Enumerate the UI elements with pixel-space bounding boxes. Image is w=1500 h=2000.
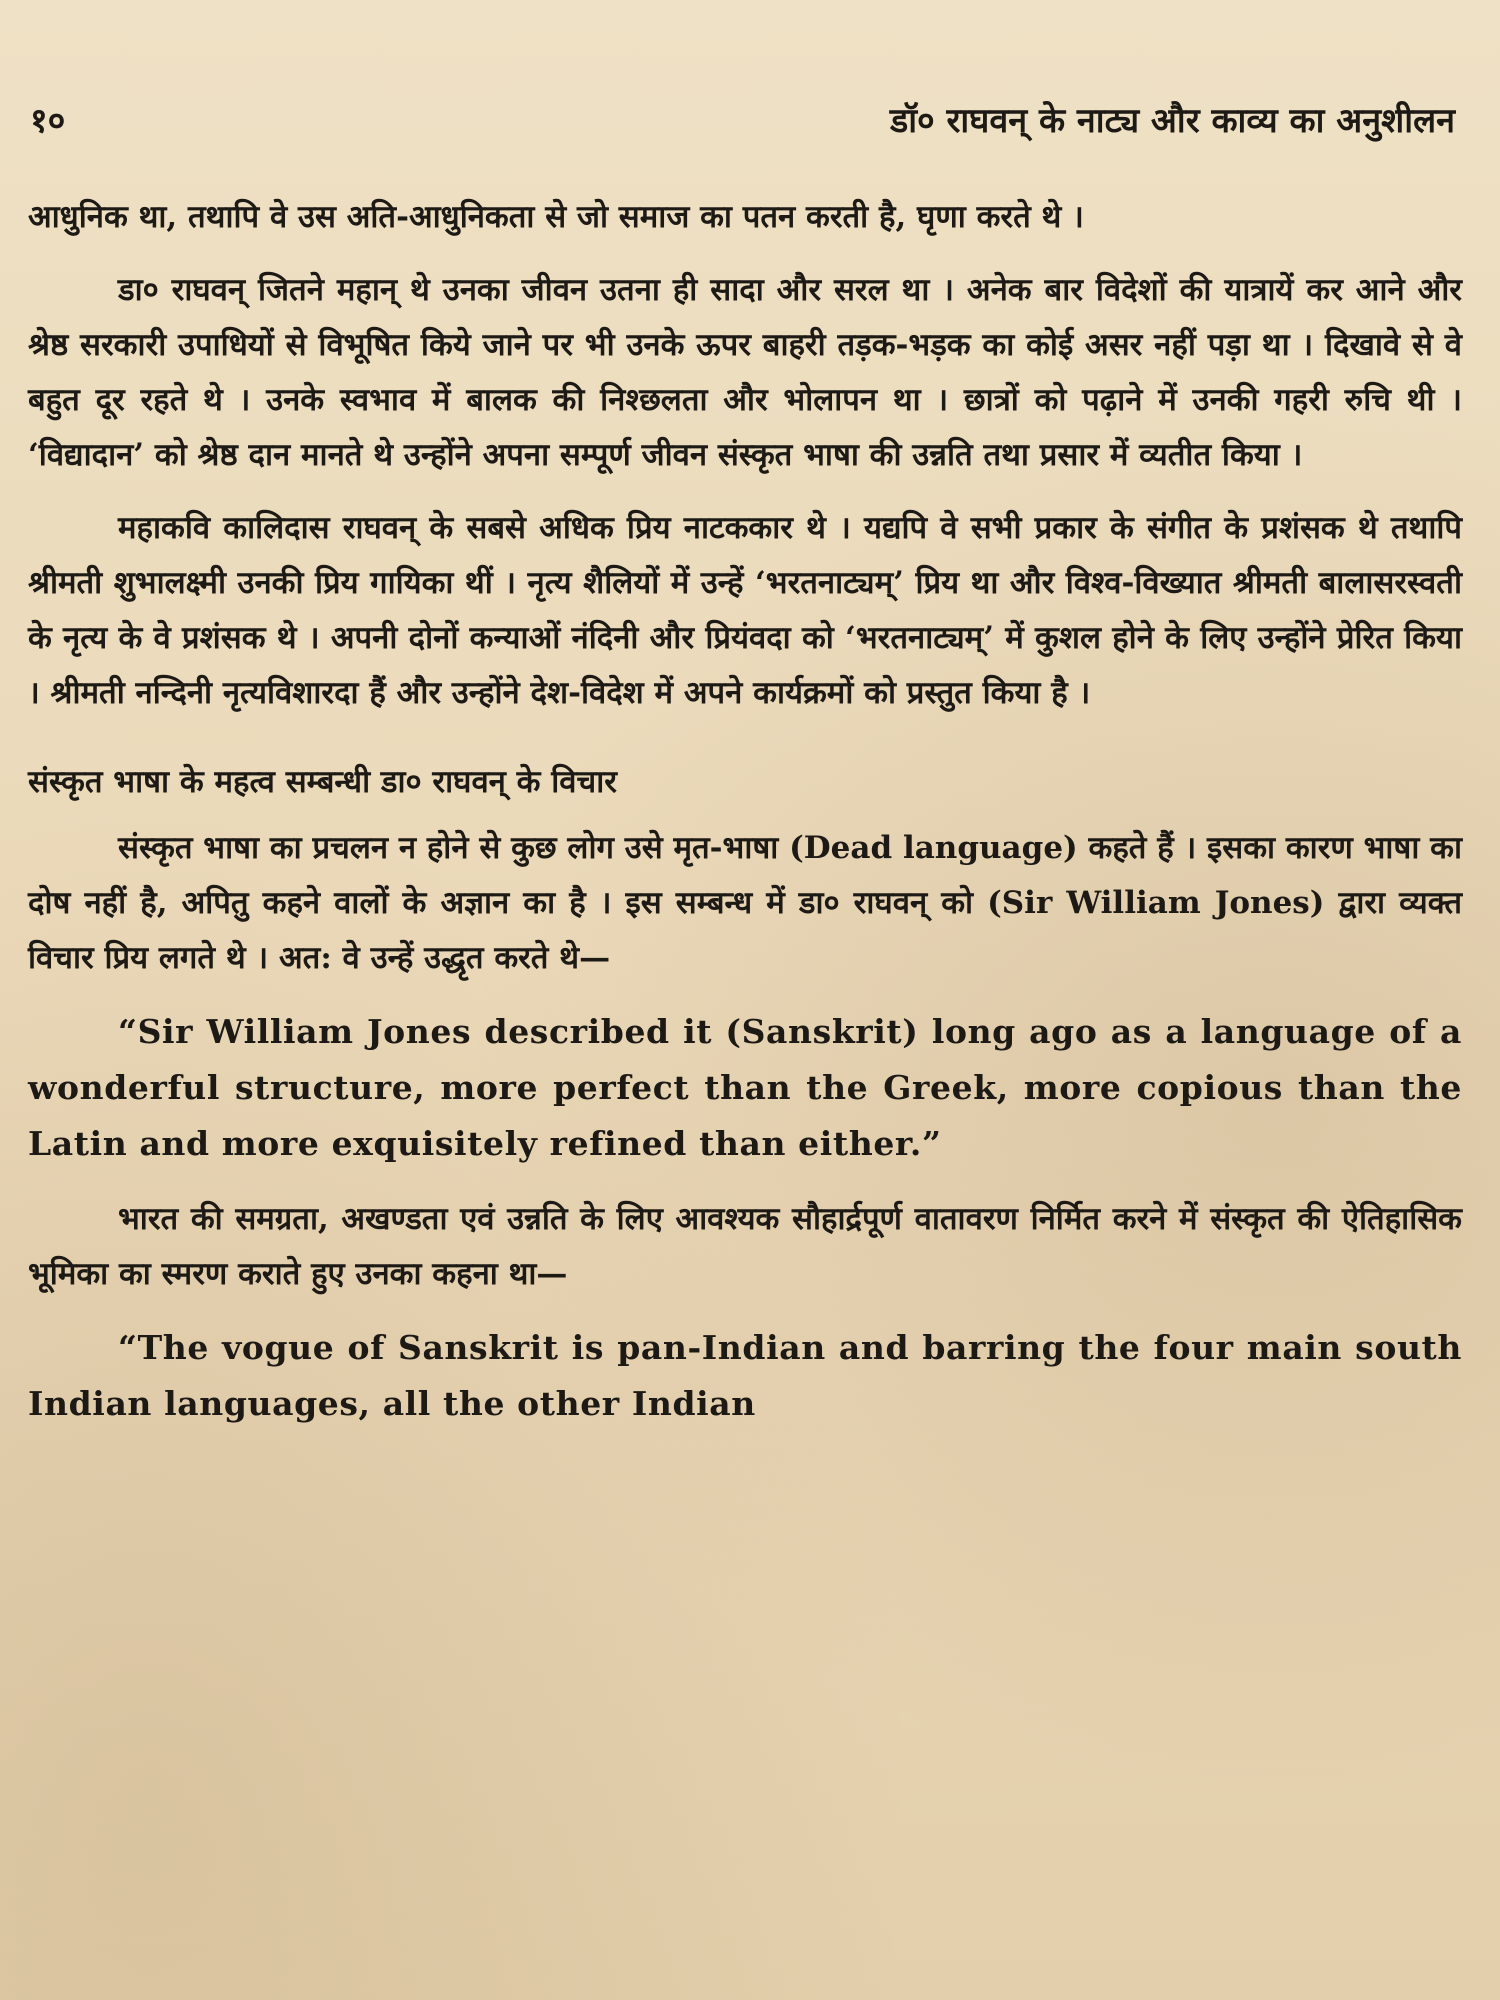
page-number: १० (30, 101, 66, 141)
quote-william-jones: “Sir William Jones described it (Sanskrit) long ago as a language of a wonderful structure, more perfect than the Greek, more copious than the Latin and more exquisitely refined than either.” (28, 1012, 1462, 1163)
paragraph-dead-language: संस्कृत भाषा का प्रचलन न होने से कुछ लोग उसे मृत-भाषा (Dead language) कहते हैं । इसका कारण भाषा का दोष नहीं है, अपितु कहने वालों के अज्ञान का है । इस सम्बन्ध में डा० राघवन् को (Sir William Jones) द्वारा व्यक्त विचार प्रिय लगते थे । अत: वे उन्हें उद्धृत करते थे— (28, 830, 1462, 976)
paragraph-unity: भारत की समग्रता, अखण्डता एवं उन्नति के लिए आवश्यक सौहार्द्रपूर्ण वातावरण निर्मित करने में संस्कृत की ऐतिहासिक भूमिका का स्मरण कराते हुए उनका कहना था— (28, 1201, 1462, 1292)
running-title: डॉ० राघवन् के नाट्य और काव्य का अनुशीलन (890, 101, 1455, 141)
paragraph-continuation: आधुनिक था, तथापि वे उस अति-आधुनिकता से जो समाज का पतन करती है, घृणा करते थे । (28, 199, 1084, 235)
section-heading: संस्कृत भाषा के महत्व सम्बन्धी डा० राघवन् के विचार (28, 764, 617, 800)
quote-pan-indian: “The vogue of Sanskrit is pan-Indian and barring the four main south Indian languages, all the other Indian (28, 1328, 1462, 1423)
paragraph-favorites: महाकवि कालिदास राघवन् के सबसे अधिक प्रिय नाटककार थे । यद्यपि वे सभी प्रकार के संगीत के प्रशंसक थे तथापि श्रीमती शुभालक्ष्मी उनकी प्रिय गायिका थीं । नृत्य शैलियों में उन्हें ‘भरतनाट्यम्’ प्रिय था और विश्व-विख्यात श्रीमती बालासरस्वती के नृत्य के वे प्रशंसक थे । अपनी दोनों कन्याओं नंदिनी और प्रियंवदा को ‘भरतनाट्यम्’ में कुशल होने के लिए उन्होंने प्रेरित किया । श्रीमती नन्दिनी नृत्यविशारदा हैं और उन्होंने देश-विदेश में अपने कार्यक्रमों को प्रस्तुत किया है । (28, 510, 1462, 711)
paragraph-simple-life: डा० राघवन् जितने महान् थे उनका जीवन उतना ही सादा और सरल था । अनेक बार विदेशों की यात्रायें कर आने और श्रेष्ठ सरकारी उपाधियों से विभूषित किये जाने पर भी उनके ऊपर बाहरी तड़क-भड़क का कोई असर नहीं पड़ा था । दिखावे से वे बहुत दूर रहते थे । उनके स्वभाव में बालक की निश्छलता और भोलापन था । छात्रों को पढ़ाने में उनकी गहरी रुचि थी । ‘विद्यादान’ को श्रेष्ठ दान मानते थे उन्होंने अपना सम्पूर्ण जीवन संस्कृत भाषा की उन्नति तथा प्रसार में व्यतीत किया । (28, 272, 1462, 473)
page-body (28, 190, 1462, 1452)
page-header (30, 96, 1455, 156)
